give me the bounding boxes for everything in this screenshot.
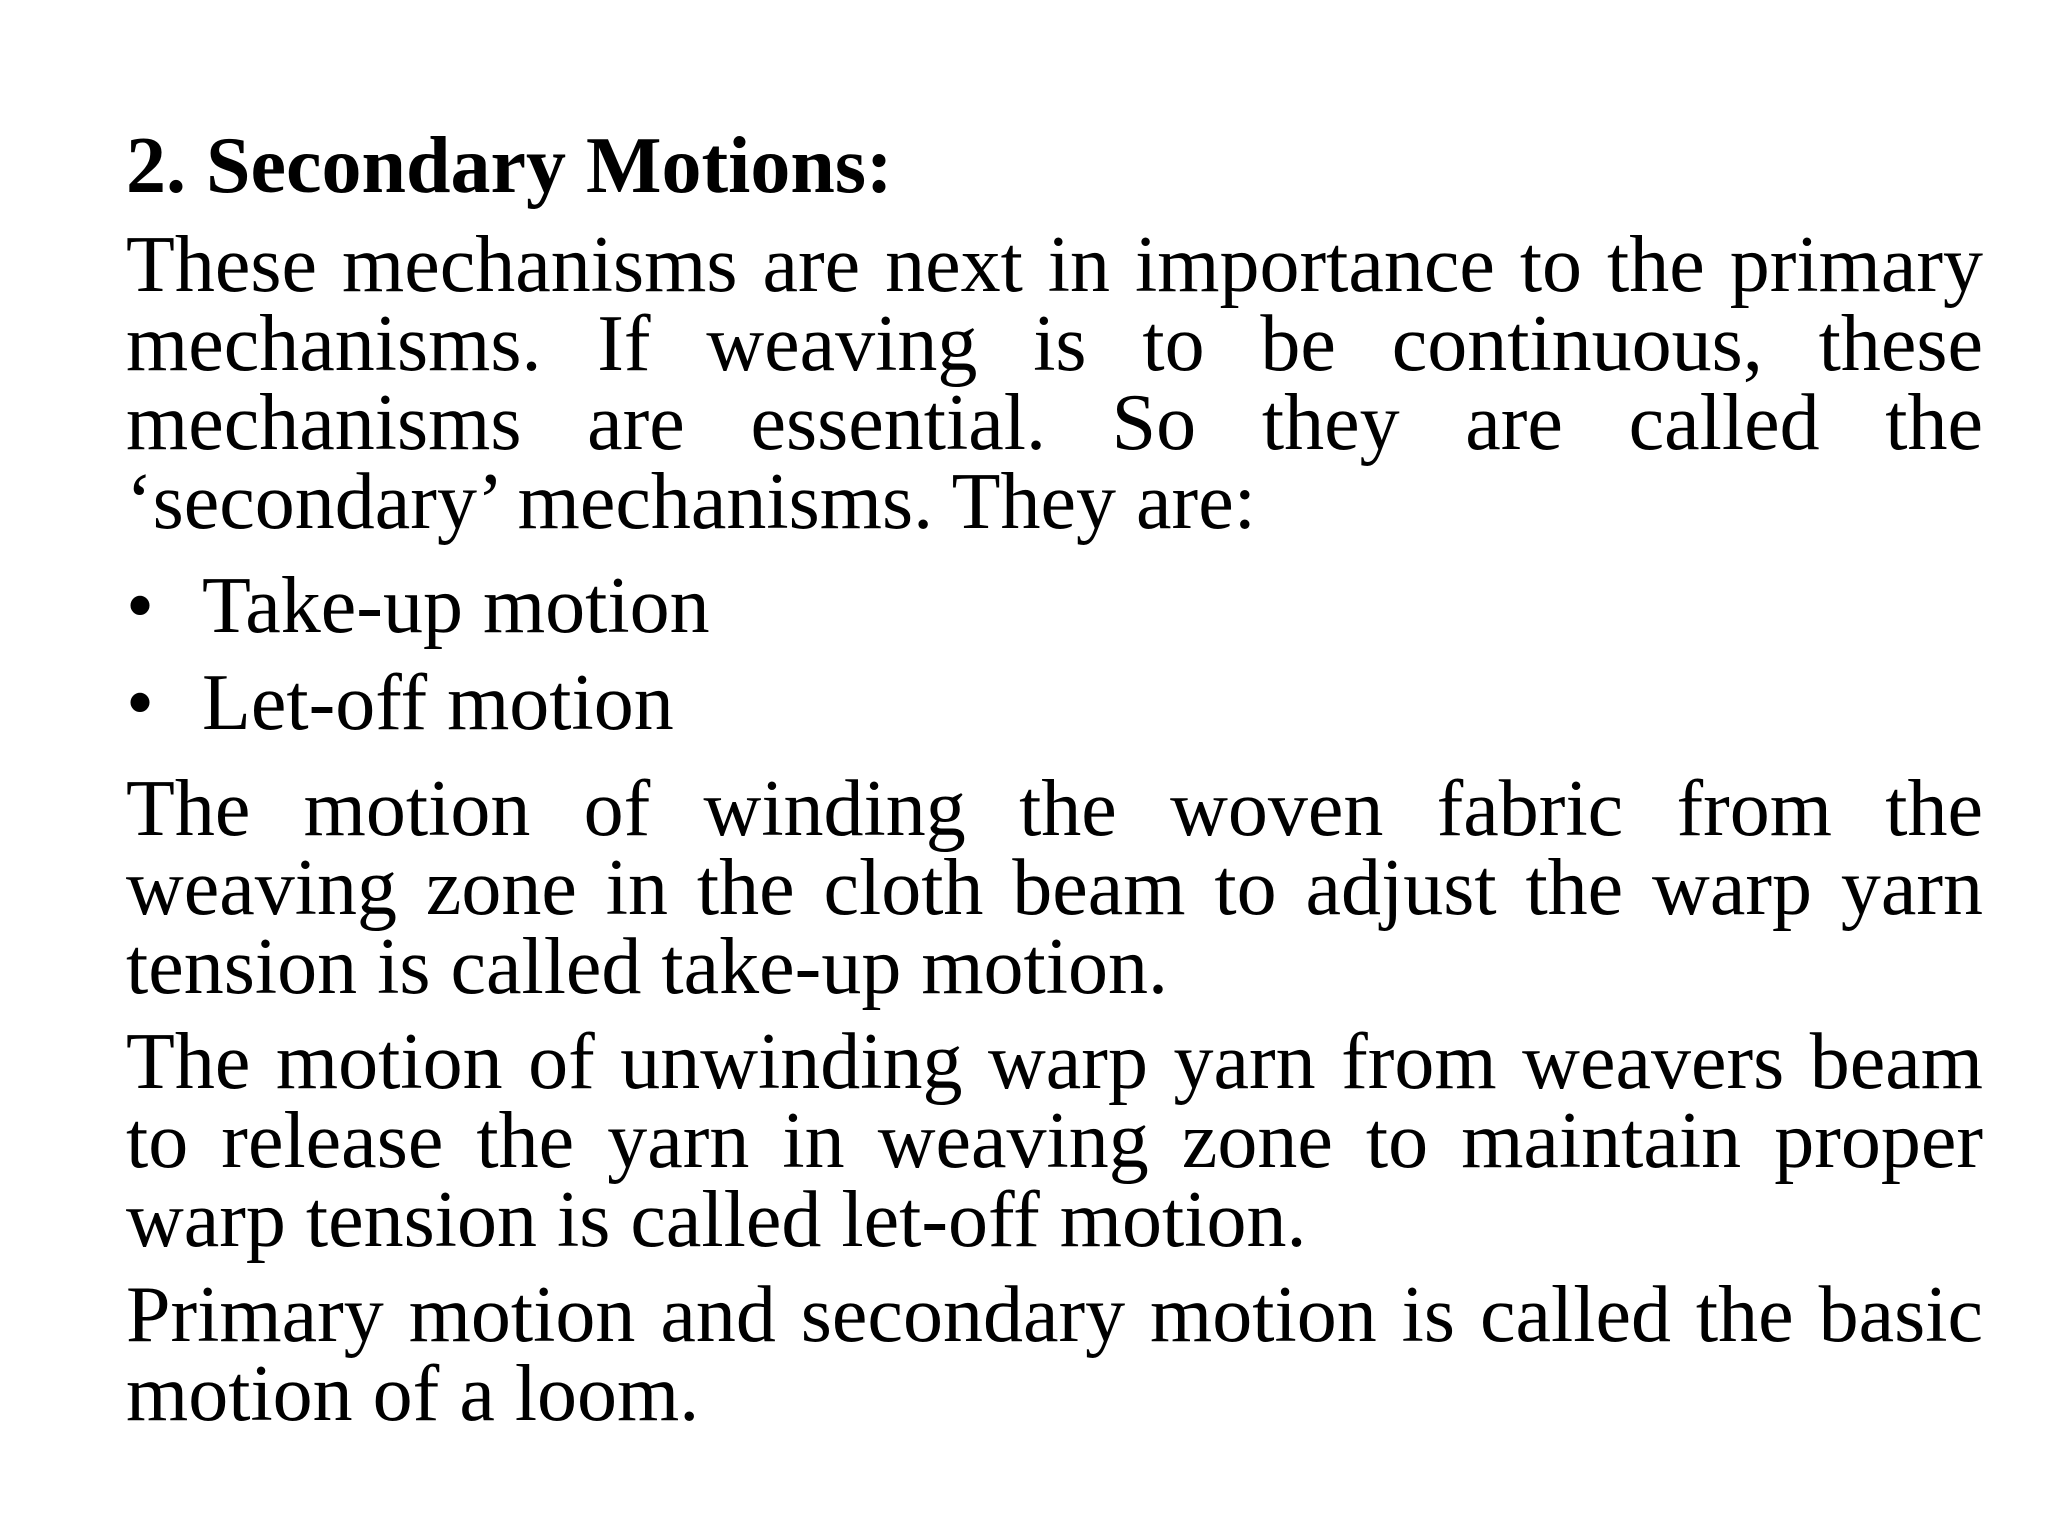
slide-content xyxy=(126,120,1983,1438)
intro-paragraph: These mechanisms are next in importance to the primary mechanisms. If weaving is to be continuous, these mechanisms are essential. So they are called the ‘secondary’ mechanisms. They are: xyxy=(126,221,1983,546)
let-off-definition: The motion of unwinding warp yarn from weavers beam to release the yarn in weaving zone to maintain proper warp tension is called let-off motion. xyxy=(126,1018,1983,1264)
basic-motion-summary: Primary motion and secondary motion is called the basic motion of a loom. xyxy=(126,1271,1983,1438)
list-item xyxy=(126,558,1983,655)
section-heading: 2. Secondary Motions: xyxy=(126,122,893,210)
list-item-label: Take-up motion xyxy=(202,562,710,650)
list-item-label: Let-off motion xyxy=(202,659,674,747)
list-item xyxy=(126,655,1983,752)
bullet-icon: • xyxy=(126,562,155,650)
motion-list xyxy=(126,558,1983,752)
take-up-definition: The motion of winding the woven fabric from the weaving zone in the cloth beam to adjust the warp yarn tension is called take-up motion. xyxy=(126,765,1983,1011)
bullet-icon: • xyxy=(126,659,155,747)
